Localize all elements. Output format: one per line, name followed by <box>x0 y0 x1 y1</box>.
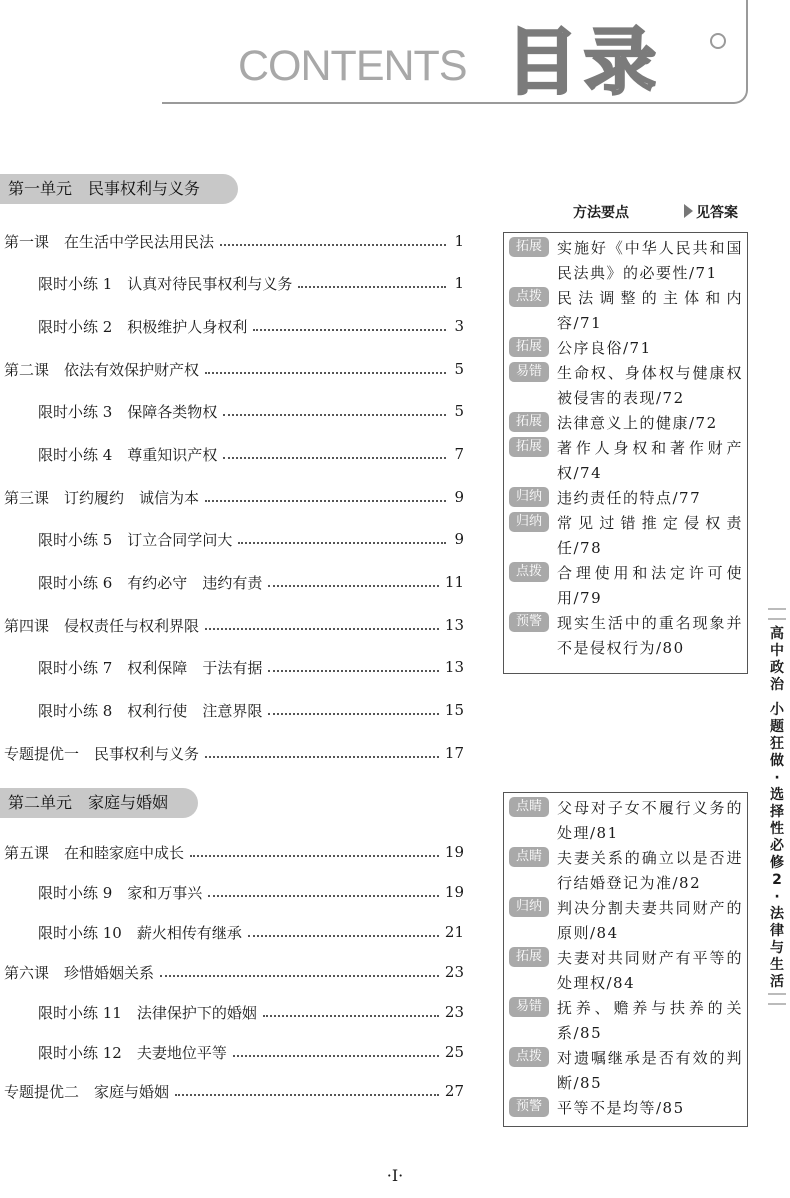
toc-label: 第一课 在生活中学民法用民法 <box>4 232 215 251</box>
toc-row[interactable] <box>4 840 464 864</box>
toc-row[interactable] <box>4 485 464 509</box>
toc-label: 第四课 侵权责任与权利界限 <box>4 616 200 635</box>
spine-dot: · <box>774 770 780 786</box>
toc-leader <box>238 542 446 544</box>
tag-badge: 点拨 <box>509 562 549 582</box>
item-text: 法律意义上的健康/72 <box>557 414 718 432</box>
toc-row[interactable] <box>4 357 464 381</box>
toc-leader <box>263 1015 439 1017</box>
list-item <box>509 236 743 286</box>
list-item <box>509 336 743 361</box>
toc-leader <box>268 670 439 672</box>
list-item <box>509 996 743 1046</box>
spine-subject: 高 中 政 治 <box>770 626 784 693</box>
list-item <box>509 511 743 561</box>
toc-leader <box>268 585 439 587</box>
item-text: 合理使用和法定许可使用/79 <box>557 564 743 607</box>
list-item <box>509 411 743 436</box>
toc-leader <box>205 500 446 502</box>
method-points-box-1 <box>503 232 748 674</box>
toc-page: 19 <box>444 843 464 861</box>
method-points-box-2 <box>503 792 748 1127</box>
header-title: 目录 <box>506 20 663 104</box>
spine-book: 法 律 与 生 活 <box>770 906 784 990</box>
page-number: ·Ⅰ· <box>386 1166 404 1185</box>
header-circle-ornament <box>710 33 726 49</box>
tag-badge: 拓展 <box>509 437 549 457</box>
triangle-arrow-icon <box>684 204 693 218</box>
toc-leader <box>205 628 439 630</box>
toc-page: 7 <box>454 445 464 463</box>
toc-page: 13 <box>444 616 464 634</box>
toc-leader <box>175 1094 439 1096</box>
unit-heading-2: 第二单元 家庭与婚姻 <box>0 788 198 818</box>
toc-label: 第六课 珍惜婚姻关系 <box>4 963 155 982</box>
toc-page: 3 <box>454 317 464 335</box>
tag-badge: 点睛 <box>509 847 549 867</box>
toc-page: 1 <box>454 232 464 250</box>
tag-badge: 点睛 <box>509 797 549 817</box>
item-text: 对遗嘱继承是否有效的判断/85 <box>557 1049 743 1092</box>
toc-leader <box>160 975 439 977</box>
toc-row[interactable] <box>38 314 464 338</box>
item-text: 实施好《中华人民共和国民法典》的必要性/71 <box>557 239 743 282</box>
spine-edition: 选 择 性 必 修 2 <box>770 787 784 888</box>
toc-page: 21 <box>444 923 464 941</box>
list-item <box>509 561 743 611</box>
list-item <box>509 1046 743 1096</box>
toc-leader <box>205 372 446 374</box>
toc-label: 限时小练 2 积极维护人身权利 <box>38 317 248 336</box>
toc-row[interactable] <box>38 570 464 594</box>
see-answers-label <box>684 202 738 222</box>
list-item <box>509 846 743 896</box>
toc-leader <box>205 756 439 758</box>
toc-label: 限时小练 9 家和万事兴 <box>38 883 203 902</box>
toc-page: 19 <box>444 883 464 901</box>
list-item <box>509 286 743 336</box>
tag-badge: 归纳 <box>509 487 549 507</box>
item-text: 抚养、赡养与扶养的关系/85 <box>557 999 743 1042</box>
toc-page: 5 <box>454 360 464 378</box>
item-text: 夫妻关系的确立以是否进行结婚登记为准/82 <box>557 849 743 892</box>
tag-badge: 拓展 <box>509 412 549 432</box>
toc-leader <box>248 935 439 937</box>
toc-page: 9 <box>454 488 464 506</box>
tag-badge: 拓展 <box>509 237 549 257</box>
toc-page: 27 <box>444 1082 464 1100</box>
spine-dot: · <box>774 889 780 905</box>
toc-leader <box>220 244 446 246</box>
tag-badge: 拓展 <box>509 947 549 967</box>
toc-leader <box>253 329 446 331</box>
item-text: 公序良俗/71 <box>557 339 652 357</box>
toc-row[interactable] <box>38 1040 464 1064</box>
spine-strip <box>766 606 788 1011</box>
toc-row[interactable] <box>38 399 464 423</box>
tag-badge: 归纳 <box>509 512 549 532</box>
toc-leader <box>190 855 439 857</box>
toc-leader <box>233 1055 439 1057</box>
tag-badge: 归纳 <box>509 897 549 917</box>
toc-row[interactable] <box>4 613 464 637</box>
toc-label: 限时小练 12 夫妻地位平等 <box>38 1043 227 1062</box>
list-item <box>509 1096 743 1121</box>
toc-page: 9 <box>454 530 464 548</box>
spine-series: 小 题 狂 做 <box>770 702 784 769</box>
toc-leader <box>268 713 439 715</box>
toc-leader <box>208 895 439 897</box>
toc-label: 限时小练 10 薪火相传有继承 <box>38 923 242 942</box>
item-text: 平等不是均等/85 <box>557 1099 685 1117</box>
toc-row[interactable] <box>38 527 464 551</box>
toc-label: 限时小练 6 有约必守 违约有责 <box>38 573 263 592</box>
toc-row[interactable] <box>38 698 464 722</box>
toc-label: 限时小练 7 权利保障 于法有据 <box>38 658 263 677</box>
toc-label: 专题提优一 民事权利与义务 <box>4 744 200 763</box>
toc-leader <box>298 286 446 288</box>
toc-row[interactable] <box>4 1079 464 1103</box>
item-text: 生命权、身体权与健康权被侵害的表现/72 <box>557 364 743 407</box>
toc-label: 限时小练 11 法律保护下的婚姻 <box>38 1003 257 1022</box>
item-text: 违约责任的特点/77 <box>557 489 702 507</box>
tag-badge: 预警 <box>509 612 549 632</box>
tag-badge: 拓展 <box>509 337 549 357</box>
list-item <box>509 946 743 996</box>
list-item <box>509 486 743 511</box>
toc-row[interactable] <box>38 442 464 466</box>
toc-row[interactable] <box>38 920 464 944</box>
see-answers-text: 见答案 <box>696 205 738 221</box>
method-points-heading: 方法要点 <box>573 205 629 221</box>
toc-label: 第五课 在和睦家庭中成长 <box>4 843 185 862</box>
tag-badge: 点拨 <box>509 1047 549 1067</box>
unit-heading-1: 第一单元 民事权利与义务 <box>0 174 238 204</box>
list-item <box>509 611 743 661</box>
toc-leader <box>223 414 446 416</box>
toc-page: 25 <box>444 1043 464 1061</box>
item-text: 常见过错推定侵权责任/78 <box>557 514 743 557</box>
item-text: 判决分割夫妻共同财产的原则/84 <box>557 899 743 942</box>
tag-badge: 易错 <box>509 997 549 1017</box>
toc-row[interactable] <box>38 1000 464 1024</box>
spine-bars-top <box>768 608 786 620</box>
item-text: 著作人身权和著作财产权/74 <box>557 439 743 482</box>
list-item <box>509 796 743 846</box>
list-item <box>509 436 743 486</box>
item-text: 现实生活中的重名现象并不是侵权行为/80 <box>557 614 743 657</box>
toc-row[interactable] <box>38 271 464 295</box>
toc-label: 限时小练 3 保障各类物权 <box>38 402 218 421</box>
toc-label: 第三课 订约履约 诚信为本 <box>4 488 200 507</box>
toc-page: 5 <box>454 402 464 420</box>
toc-page: 23 <box>444 1003 464 1021</box>
toc-page: 15 <box>444 701 464 719</box>
toc-leader <box>223 457 446 459</box>
toc-page: 11 <box>444 573 464 591</box>
item-text: 夫妻对共同财产有平等的处理权/84 <box>557 949 743 992</box>
list-item <box>509 896 743 946</box>
toc-row[interactable] <box>38 880 464 904</box>
tag-badge: 易错 <box>509 362 549 382</box>
toc-label: 第二课 依法有效保护财产权 <box>4 360 200 379</box>
toc-label: 限时小练 5 订立合同学问大 <box>38 530 233 549</box>
toc-page: 23 <box>444 963 464 981</box>
toc-label: 限时小练 1 认真对待民事权利与义务 <box>38 274 293 293</box>
toc-page: 1 <box>454 274 464 292</box>
toc-page: 17 <box>444 744 464 762</box>
tag-badge: 点拨 <box>509 287 549 307</box>
tag-badge: 预警 <box>509 1097 549 1117</box>
item-text: 民法调整的主体和内容/71 <box>557 289 743 332</box>
toc-row[interactable] <box>38 655 464 679</box>
toc-row[interactable] <box>4 960 464 984</box>
toc-label: 限时小练 4 尊重知识产权 <box>38 445 218 464</box>
toc-row[interactable] <box>4 229 464 253</box>
toc-label: 专题提优二 家庭与婚姻 <box>4 1082 170 1101</box>
spine-bars-bottom <box>768 993 786 1005</box>
toc-label: 限时小练 8 权利行使 注意界限 <box>38 701 263 720</box>
toc-page: 13 <box>444 658 464 676</box>
list-item <box>509 361 743 411</box>
toc-row[interactable] <box>4 741 464 765</box>
header-contents-text: CONTENTS <box>238 42 467 90</box>
item-text: 父母对子女不履行义务的处理/81 <box>557 799 743 842</box>
